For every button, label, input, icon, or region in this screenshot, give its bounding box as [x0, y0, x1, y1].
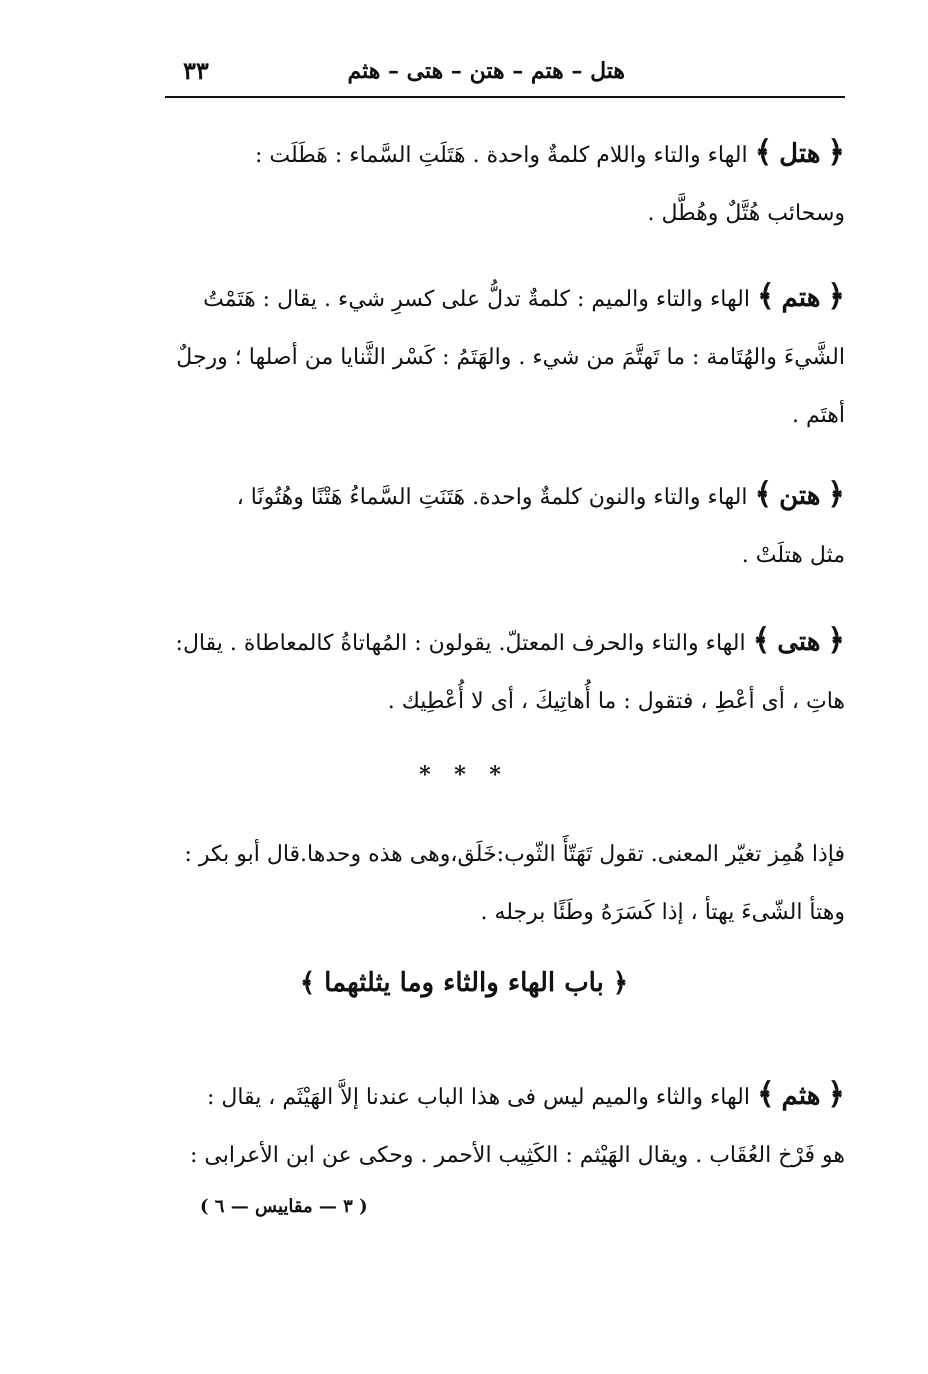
- entry-headword: هتل: [779, 139, 821, 169]
- entry-hatham: [165, 1066, 845, 1185]
- entry-line: هو فَرْخ العُقَاب . ويقال الهَيْثم : الكَثِيب الأحمر . وحكى عن ابن الأعرابى :: [190, 1143, 845, 1168]
- entry-headword: هثم: [781, 1081, 821, 1111]
- entry-headword: هتى: [777, 627, 821, 657]
- bracket-close-icon: ﴾: [756, 279, 775, 314]
- page-footer: ( ٣ — مقاييس — ٦ ): [200, 1196, 368, 1217]
- entry-hatam: [165, 268, 845, 445]
- bracket-close-icon: ﴾: [756, 1077, 775, 1112]
- entry-line: أهتَم .: [792, 403, 845, 428]
- bracket-open-icon: ﴿: [827, 279, 845, 314]
- entry-headword: هتن: [779, 481, 821, 511]
- bracket-close-icon: ﴾: [752, 623, 771, 658]
- bracket-open-icon: ﴿: [827, 623, 845, 658]
- entry-line: هاتِ ، أى أعْطِ ، فتقول : ما أُهاتِيكَ ، أى لا أُعْطِيك .: [387, 689, 845, 714]
- page-number: ٣٣: [183, 56, 209, 85]
- bracket-open-icon: ﴿: [827, 135, 845, 170]
- entry-line: الشَّيءَ والهُتَامة : ما تَهتَّمَ من شيء . والهَتَمُ : كَسْر الثَّنايا من أصلها ؛ ورجلٌ: [176, 345, 845, 370]
- chapter-title: ﴿ باب الهاء والثاء وما يثلثهما ﴾: [299, 968, 629, 998]
- bracket-close-icon: ﴾: [754, 135, 773, 170]
- entry-line: [165, 124, 845, 185]
- entry-line: [165, 612, 845, 673]
- bracket-open-icon: ﴿: [827, 477, 845, 512]
- bracket-close-icon: ﴾: [754, 477, 773, 512]
- entry-line: [165, 268, 845, 329]
- entry-text: الهاء والتاء والميم : كلمةٌ تدلُّ على كسرِ شيء . يقال : هَتَمْتُ: [203, 287, 750, 312]
- entry-text: الهاء والتاء واللام كلمةٌ واحدة . هَتَلَتِ السَّماء : هَطَلَت :: [254, 143, 748, 168]
- entry-line: مثل هتلَتْ .: [741, 543, 845, 568]
- note-line: وهتأ الشّىءَ يهتأ ، إذا كَسَرَهُ وطَئًا برجله .: [480, 900, 845, 925]
- entry-line: [165, 466, 845, 527]
- hamza-note: [165, 826, 845, 942]
- entry-hatan: [165, 466, 845, 585]
- entry-text: الهاء والثاء والميم ليس فى هذا الباب عندنا إلاَّ الهَيْثَم ، يقال :: [206, 1085, 750, 1110]
- entry-text: الهاء والتاء والنون كلمةٌ واحدة. هَتَنَتِ السَّماءُ هَتْنًا وهُتُونًا ،: [236, 485, 748, 510]
- bracket-open-icon: ﴿: [827, 1077, 845, 1112]
- page-header: [165, 52, 845, 98]
- entry-hata: [165, 612, 845, 731]
- entry-hatal: [165, 124, 845, 243]
- section-separator: * * *: [419, 762, 509, 788]
- entry-headword: هتم: [781, 283, 821, 313]
- page-title: هتل – هتم – هتن – هتى – هثم: [347, 58, 625, 84]
- entry-text: الهاء والتاء والحرف المعتلّ. يقولون : المُهاتاةُ كالمعاطاة . يقال:: [175, 631, 746, 656]
- entry-line: [165, 1066, 845, 1127]
- note-line: فإذا هُمِز تغيّر المعنى. تقول تَهَتّأَ الثّوب:خَلَق،وهى هذه وحدها.قال أبو بكر :: [184, 842, 845, 867]
- entry-line: وسحائب هُتَّلٌ وهُطَّل .: [647, 201, 845, 226]
